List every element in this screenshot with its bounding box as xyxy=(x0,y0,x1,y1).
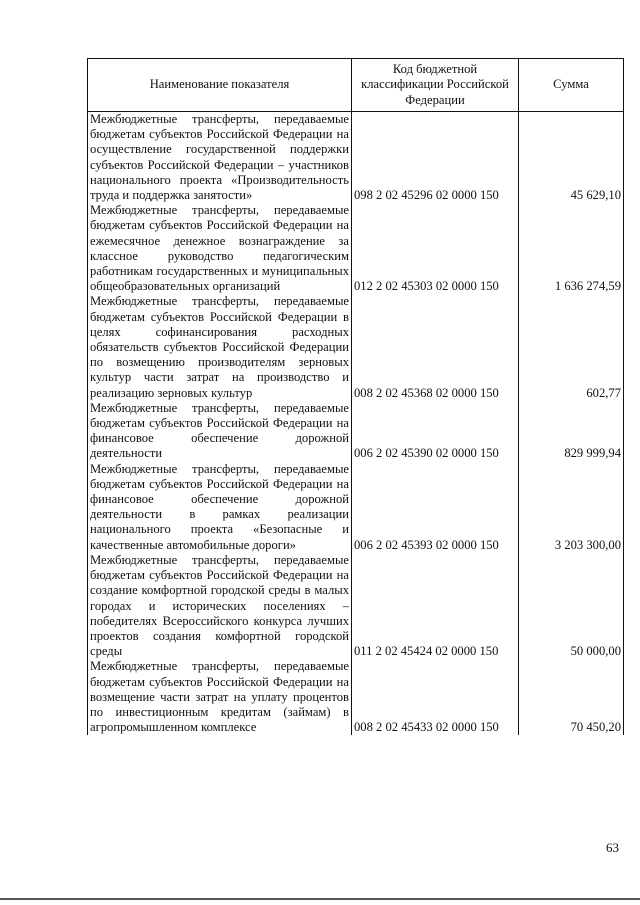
row-code-cell: 008 2 02 45368 02 0000 150 xyxy=(352,294,519,400)
row-code-cell: 006 2 02 45390 02 0000 150 xyxy=(352,401,519,462)
row-name-cell: Межбюджетные трансферты, передаваемые бюджетам субъектов Российской Федерации на финансовое обеспечение дорожной деятельности xyxy=(88,401,352,462)
page-number: 63 xyxy=(606,840,619,855)
table-row xyxy=(88,462,624,553)
row-sum-cell: 1 636 274,59 xyxy=(519,203,624,294)
row-name-cell: Межбюджетные трансферты, передаваемые бюджетам субъектов Российской Федерации на возмещение части затрат на уплату процентов по инвестиционным кредитам (займам) в агропромышленном комплексе xyxy=(88,659,352,735)
row-name-cell: Межбюджетные трансферты, передаваемые бюджетам субъектов Российской Федерации на создание комфортной городской среды в малых городах и исторических поселениях – победителях Всероссийского конкурса лучших проектов создания комфортной городской среды xyxy=(88,553,352,659)
row-sum-cell: 3 203 300,00 xyxy=(519,462,624,553)
row-sum-cell: 50 000,00 xyxy=(519,553,624,659)
row-code-cell: 006 2 02 45393 02 0000 150 xyxy=(352,462,519,553)
header-row xyxy=(88,59,624,112)
table-row xyxy=(88,659,624,735)
row-name-cell: Межбюджетные трансферты, передаваемые бюджетам субъектов Российской Федерации на финансовое обеспечение дорожной деятельности в рамках реализации национального проекта «Безопасные и качественные автомобильные дороги» xyxy=(88,462,352,553)
row-name-cell: Межбюджетные трансферты, передаваемые бюджетам субъектов Российской Федерации на ежемесячное денежное вознаграждение за классное руководство педагогическим работникам государственных и муниципальных общеобразовательных организаций xyxy=(88,203,352,294)
budget-table xyxy=(87,58,624,735)
table-row xyxy=(88,401,624,462)
header-code: Код бюджетной классификации Российской Федерации xyxy=(352,59,519,112)
row-code-cell: 008 2 02 45433 02 0000 150 xyxy=(352,659,519,735)
header-name: Наименование показателя xyxy=(88,59,352,112)
row-name-cell: Межбюджетные трансферты, передаваемые бюджетам субъектов Российской Федерации на осуществление государственной поддержки субъектов Российской Федерации – участников национального проекта «Производительность труда и поддержка занятости» xyxy=(88,112,352,204)
table-row xyxy=(88,112,624,204)
row-code-cell: 012 2 02 45303 02 0000 150 xyxy=(352,203,519,294)
row-sum-cell: 602,77 xyxy=(519,294,624,400)
row-sum-cell: 829 999,94 xyxy=(519,401,624,462)
header-sum: Сумма xyxy=(519,59,624,112)
row-sum-cell: 45 629,10 xyxy=(519,112,624,204)
table-row xyxy=(88,294,624,400)
table-row xyxy=(88,203,624,294)
row-sum-cell: 70 450,20 xyxy=(519,659,624,735)
table-header xyxy=(88,59,624,112)
row-code-cell: 011 2 02 45424 02 0000 150 xyxy=(352,553,519,659)
bottom-rule xyxy=(0,898,640,900)
table-row xyxy=(88,553,624,659)
table-body xyxy=(88,112,624,736)
row-name-cell: Межбюджетные трансферты, передаваемые бюджетам субъектов Российской Федерации в целях софинансирования расходных обязательств субъектов Российской Федерации по возмещению производителям зерновых культур части затрат на производство и реализацию зерновых культур xyxy=(88,294,352,400)
row-code-cell: 098 2 02 45296 02 0000 150 xyxy=(352,112,519,204)
